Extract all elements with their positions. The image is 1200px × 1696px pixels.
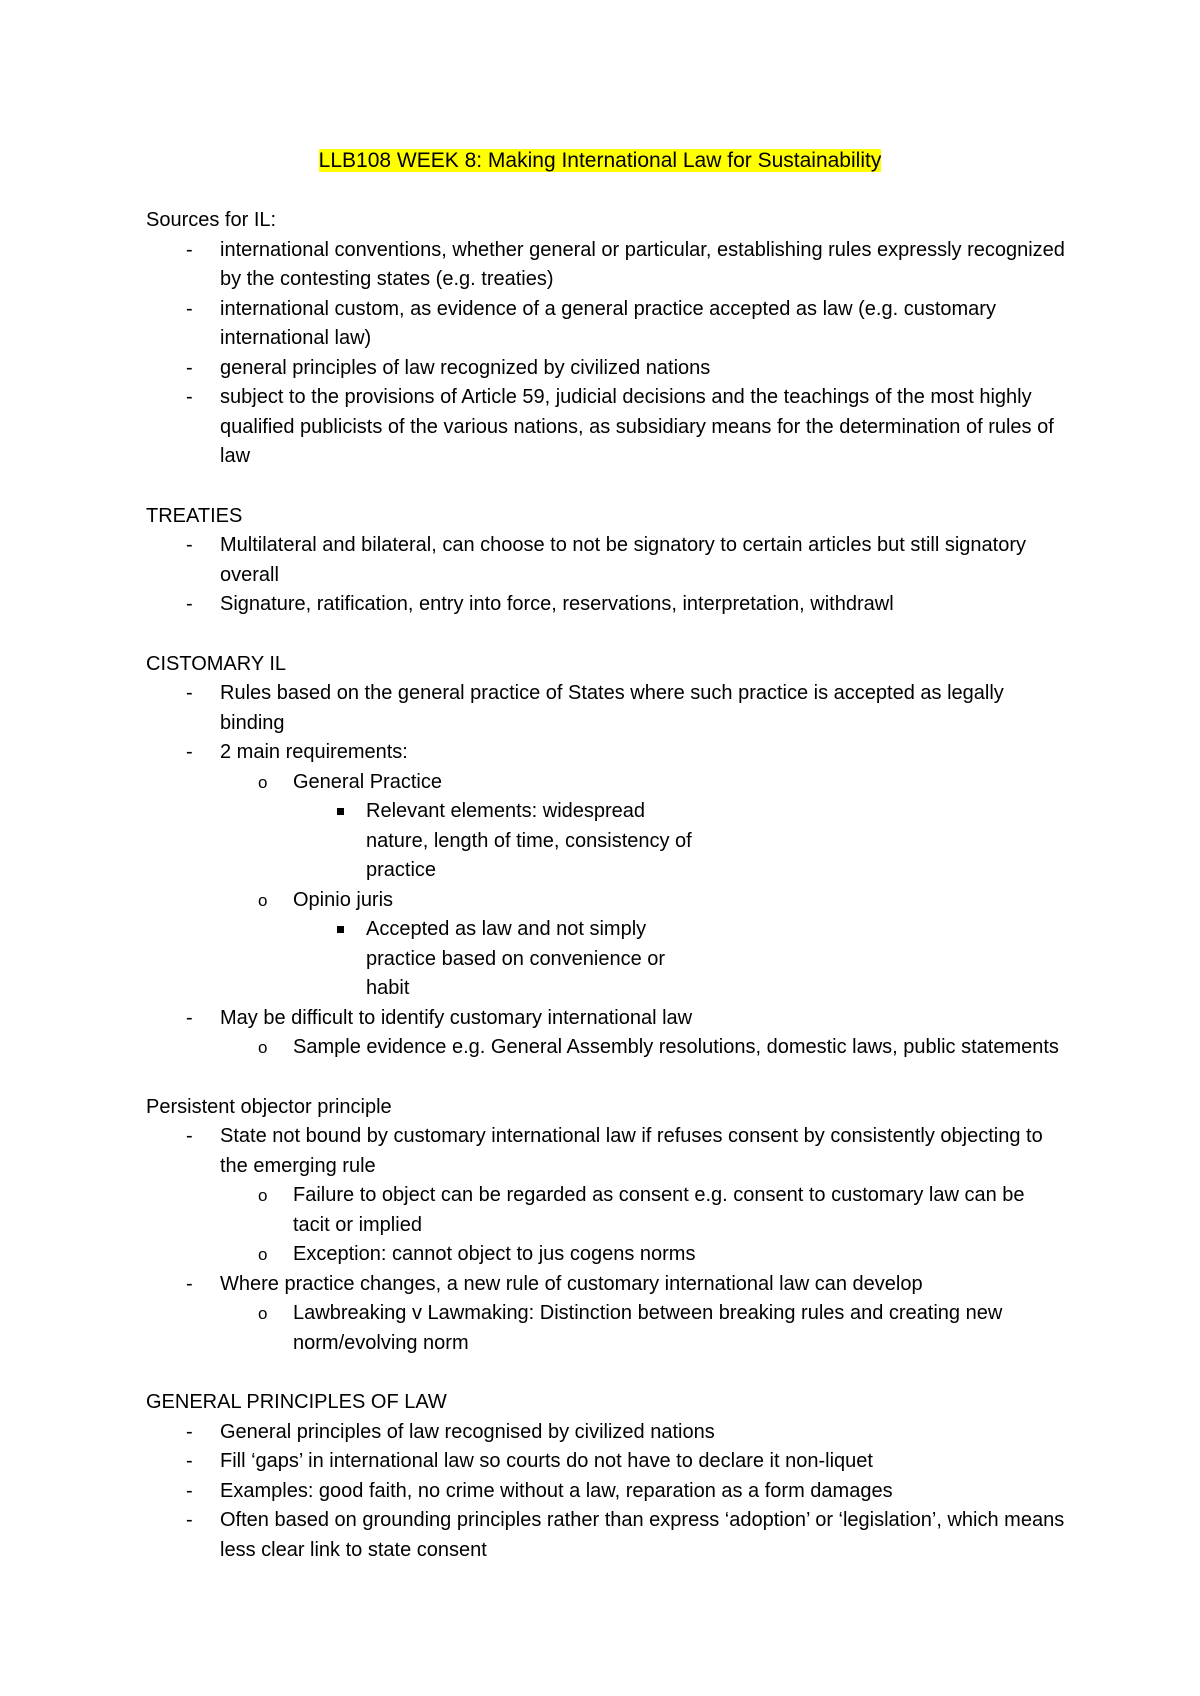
customary-list bbox=[146, 679, 1066, 1063]
section-spacer bbox=[146, 1358, 1066, 1388]
list-item bbox=[146, 1122, 1066, 1181]
document-title bbox=[0, 146, 1200, 176]
circle-bullet: o bbox=[258, 772, 268, 792]
circle-bullet: o bbox=[258, 1186, 268, 1205]
sub-list-item bbox=[146, 1240, 1066, 1270]
list-item-text: Where practice changes, a new rule of customary international law can develop bbox=[220, 1272, 923, 1295]
list-item-text: international custom, as evidence of a general practice accepted as law (e.g. customary international law) bbox=[220, 297, 996, 349]
circle-bullet: o bbox=[258, 1245, 268, 1264]
square-bullet-icon bbox=[337, 808, 344, 815]
list-item bbox=[146, 1477, 1066, 1507]
dash-bullet: - bbox=[186, 682, 193, 704]
circle-bullet: o bbox=[258, 1304, 268, 1323]
list-item bbox=[146, 354, 1066, 384]
general-principles-heading: GENERAL PRINCIPLES OF LAW bbox=[146, 1391, 447, 1413]
dash-bullet: - bbox=[186, 1272, 193, 1295]
list-item-text: Opinio juris bbox=[293, 888, 394, 911]
general-principles-list bbox=[146, 1418, 1066, 1566]
dash-bullet: - bbox=[186, 386, 193, 408]
treaties-list bbox=[146, 531, 1066, 620]
dash-bullet: - bbox=[186, 238, 193, 261]
list-item bbox=[146, 1447, 1066, 1477]
list-item bbox=[146, 1418, 1066, 1448]
list-item-text: Examples: good faith, no crime without a law, reparation as a form damages bbox=[220, 1479, 893, 1502]
sub-sub-list-item bbox=[146, 915, 1066, 1004]
list-item bbox=[146, 738, 1066, 768]
persistent-heading: Persistent objector principle bbox=[146, 1095, 392, 1118]
list-item bbox=[146, 590, 1066, 620]
list-item bbox=[146, 531, 1066, 590]
circle-bullet: o bbox=[258, 890, 268, 910]
list-item-text: Often based on grounding principles rather than express ‘adoption’ or ‘legislation’, which means less clear link to state consent bbox=[220, 1509, 1065, 1561]
list-item-text: subject to the provisions of Article 59, judicial decisions and the teachings of the most highly qualified publicists of the various nations, as subsidiary means for the determination of rules of law bbox=[220, 386, 1054, 467]
list-item-text: Signature, ratification, entry into force, reservations, interpretation, withdrawl bbox=[220, 593, 894, 615]
circle-bullet: o bbox=[258, 1038, 268, 1057]
list-item bbox=[146, 295, 1066, 354]
square-bullet-icon bbox=[337, 926, 344, 933]
dash-bullet: - bbox=[186, 741, 193, 763]
list-item-text: international conventions, whether general or particular, establishing rules expressly recognized by the contesting states (e.g. treaties) bbox=[220, 238, 1065, 290]
list-item-text: Fill ‘gaps’ in international law so courts do not have to declare it non-liquet bbox=[220, 1450, 873, 1472]
section-spacer bbox=[146, 620, 1066, 650]
dash-bullet: - bbox=[186, 356, 193, 379]
list-item bbox=[146, 236, 1066, 295]
dash-bullet: - bbox=[186, 297, 193, 320]
sub-sub-list-item bbox=[146, 797, 1066, 886]
dash-bullet: - bbox=[186, 1479, 193, 1502]
sub-list-item bbox=[146, 886, 1066, 916]
list-item bbox=[146, 1270, 1066, 1300]
list-item bbox=[146, 383, 1066, 472]
list-item-text: Relevant elements: widespread nature, length of time, consistency of practice bbox=[366, 800, 692, 881]
list-item-text: State not bound by customary international law if refuses consent by consistently objecting to the emerging rule bbox=[220, 1125, 1043, 1177]
sub-list-item bbox=[146, 768, 1066, 798]
customary-heading: CISTOMARY IL bbox=[146, 652, 287, 675]
list-item-text: Failure to object can be regarded as consent e.g. consent to customary law can be tacit or implied bbox=[293, 1184, 1025, 1236]
dash-bullet: - bbox=[186, 1420, 193, 1443]
dash-bullet: - bbox=[186, 593, 193, 615]
list-item bbox=[146, 1506, 1066, 1565]
list-item-text: General Practice bbox=[293, 770, 442, 793]
list-item bbox=[146, 1004, 1066, 1034]
list-item-text: Lawbreaking v Lawmaking: Distinction between breaking rules and creating new norm/evolving norm bbox=[293, 1302, 1003, 1354]
sub-list-item bbox=[146, 1181, 1066, 1240]
dash-bullet: - bbox=[186, 1450, 193, 1472]
sources-list bbox=[146, 236, 1066, 472]
document-title-text: LLB108 WEEK 8: Making International Law for Sustainability bbox=[318, 149, 882, 172]
sub-list-item bbox=[146, 1299, 1066, 1358]
dash-bullet: - bbox=[186, 1509, 193, 1531]
list-item-text: General principles of law recognised by civilized nations bbox=[220, 1420, 715, 1443]
sources-heading: Sources for IL: bbox=[146, 209, 277, 231]
list-item-text: Accepted as law and not simply practice based on convenience or habit bbox=[366, 918, 666, 999]
section-spacer bbox=[146, 472, 1066, 502]
list-item-text: Rules based on the general practice of States where such practice is accepted as legally binding bbox=[220, 682, 1004, 734]
section-spacer bbox=[146, 1063, 1066, 1093]
list-item bbox=[146, 679, 1066, 738]
list-item-text: Exception: cannot object to jus cogens norms bbox=[293, 1243, 696, 1265]
dash-bullet: - bbox=[186, 1006, 193, 1029]
list-item-text: Sample evidence e.g. General Assembly resolutions, domestic laws, public statements bbox=[293, 1036, 1059, 1058]
treaties-heading: TREATIES bbox=[146, 504, 243, 527]
list-item-text: general principles of law recognized by civilized nations bbox=[220, 356, 711, 379]
document-body bbox=[146, 206, 1066, 1565]
list-item-text: May be difficult to identify customary international law bbox=[220, 1006, 693, 1029]
persistent-list bbox=[146, 1122, 1066, 1358]
dash-bullet: - bbox=[186, 534, 193, 556]
list-item-text: Multilateral and bilateral, can choose to not be signatory to certain articles but still signatory overall bbox=[220, 534, 1026, 586]
sub-list-item bbox=[146, 1033, 1066, 1063]
dash-bullet: - bbox=[186, 1125, 193, 1147]
list-item-text: 2 main requirements: bbox=[220, 741, 408, 763]
